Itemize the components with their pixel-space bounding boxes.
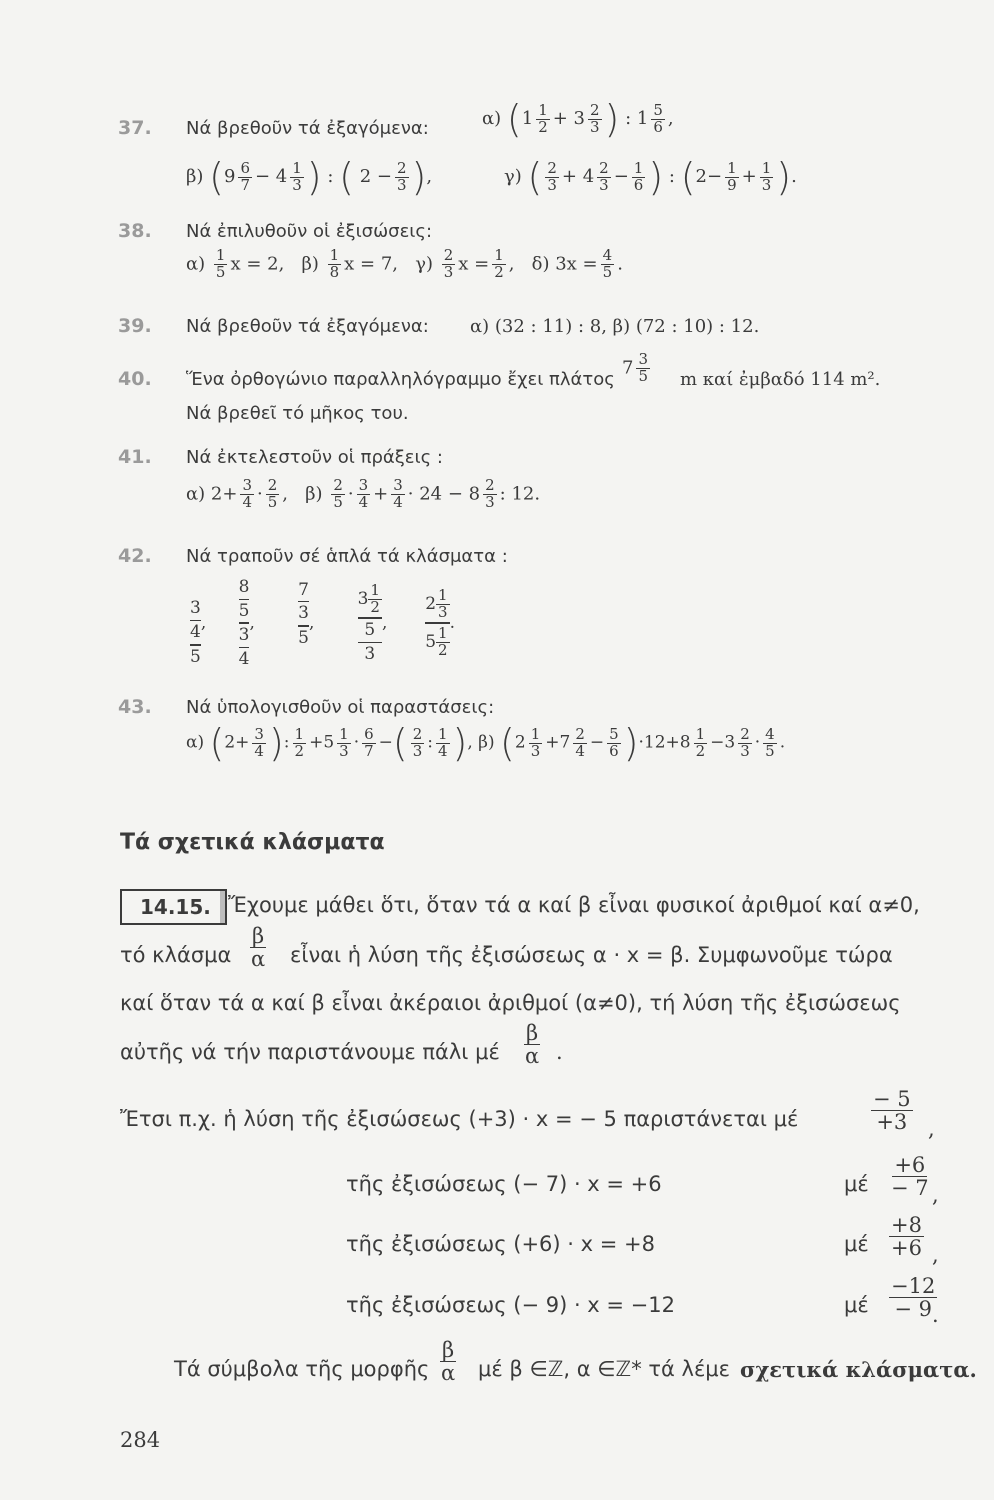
final-fraction: $\frac{\beta}{\alpha}$ [441,1338,456,1386]
problem-38-equations: α) $\frac{1}{5}$ x = 2, β) $\frac{1}{8}$ x = 7, γ) $\frac{2}{3}$ x = $\frac{1}{2}$ , δ) 3x = $\frac{4}{5}$ . [186,246,623,281]
example-4: τῆς ἐξισώσεως (− 9) · x = −12 [346,1293,675,1317]
problem-43-text: Νά ὑπολογισθοῦν οἱ παραστάσεις: [186,697,495,718]
section-para-4: αὐτῆς νά τήν παριστάνουμε πάλι μέ [120,1040,500,1064]
problem-38-number: 38. [118,220,152,242]
example-3: τῆς ἐξισώσεως (+6) · x = +8 [346,1232,655,1256]
problem-40-text: Ἕνα ὀρθογώνιο παραλληλόγραμμο ἔχει πλάτος [186,369,615,390]
section-title: Τά σχετικά κλάσματα [120,830,385,855]
problem-42-number: 42. [118,545,152,567]
problem-43-exprs: α) (2+ $\frac{3}{4}$ ): $\frac{1}{2}$ +5 $\frac{1}{3}$ · $\frac{6}{7}$ −( $\frac{2}{3}$ : $\frac{1}{4}$ ), β) (2 $\frac{1}{3}$ +7 $\frac{2}{4}$ − $\frac{5}{6}$ )·12+8 $\frac{1}{2}$ −3 $\frac{2}{3}$ · $\frac{4}{5}$ . [186,721,786,765]
example-4-me: μέ [844,1293,869,1317]
problem-40-number: 40. [118,368,152,390]
example-lead: Ἔτσι π.χ. ἡ λύση τῆς ἐξισώσεως (+3) · x = − 5 παριστάνεται μέ [120,1107,799,1131]
period: . [932,1303,939,1327]
problem-39-text: Νά βρεθοῦν τά ἐξαγόμενα: [186,316,429,337]
section-para-2b: εἶναι ἡ λύση τῆς ἐξισώσεως α · x = β. Συμφωνοῦμε τώρα [290,943,893,967]
problem-42-fractions: 3 4 5 , 8 5 3 4 , 7 3 5 , 3 $\frac{1}{2}$ 5 3 , 2 $\frac{1}{3}$ 5 $\frac{1}{2}$ . [190,577,455,670]
example-2-fraction: $\frac{+6}{- 7}$ [891,1153,929,1201]
period: . [556,1040,563,1064]
problem-38-text: Νά ἐπιλυθοῦν οἱ ἐξισώσεις: [186,221,433,242]
example-3-fraction: $\frac{+8}{+6}$ [891,1213,922,1261]
example-2-me: μέ [844,1172,869,1196]
problem-41-text: Νά ἐκτελεστοῦν οἱ πράξεις : [186,447,443,468]
problem-40-text-tail: m καί ἐμβαδό 114 m². [680,369,881,390]
section-para-1: Ἔχουμε μάθει ὅτι, ὅταν τά α καί β εἶναι φυσικοί ἀριθμοί καί α≠0, [228,893,920,917]
problem-40-width: 7 $\frac{3}{5}$ [622,350,648,385]
problem-43-number: 43. [118,696,152,718]
problem-37-text: Νά βρεθοῦν τά ἐξαγόμενα: [186,118,429,139]
comma: , [932,1243,939,1267]
problem-37-number: 37. [118,117,152,139]
problem-42-text: Νά τραποῦν σέ ἁπλά τά κλάσματα : [186,546,508,567]
problem-41-number: 41. [118,446,152,468]
page-number: 284 [120,1428,161,1452]
problem-37-expr-a: α) (1 $\frac{1}{2}$ + 3 $\frac{2}{3}$ ) : 1 $\frac{5}{6}$ , [482,97,674,141]
problem-41-exprs: α) 2+ $\frac{3}{4}$ · $\frac{2}{5}$ , β) $\frac{2}{5}$ · $\frac{3}{4}$ + $\frac{3}{4}$ · 24 − 8 $\frac{2}{3}$ : 12. [186,476,541,511]
example-1-fraction: $\frac{- 5}{+3}$ [873,1087,911,1135]
final-statement-a: Τά σύμβολα τῆς μορφῆς [174,1357,430,1381]
section-para-2a: τό κλάσμα [120,943,232,967]
fraction-beta-over-alpha-2: $\frac{\beta}{\alpha}$ [525,1021,540,1069]
section-number-badge: 14.15. [120,889,227,925]
problem-39-number: 39. [118,315,152,337]
comma: , [932,1183,939,1207]
example-2: τῆς ἐξισώσεως (− 7) · x = +6 [346,1172,662,1196]
final-statement-bold: σχετικά κλάσματα. [740,1357,977,1382]
comma: , [928,1117,935,1141]
problem-37-expr-b: β) (9 $\frac{6}{7}$ − 4 $\frac{1}{3}$ ) : ( 2 − $\frac{2}{3}$ ), [186,155,433,199]
problem-37-expr-c: γ) ( $\frac{2}{3}$ + 4 $\frac{2}{3}$ − $\frac{1}{6}$ ) : (2− $\frac{1}{9}$ + $\frac{1}{3}$ ). [504,155,797,199]
example-4-fraction: $\frac{-12}{- 9}$ [891,1274,936,1322]
fraction-beta-over-alpha: $\frac{\beta}{\alpha}$ [251,924,266,972]
final-statement-b: μέ β ∈ℤ, α ∈ℤ* τά λέμε [478,1357,731,1381]
example-3-me: μέ [844,1232,869,1256]
problem-40-line2: Νά βρεθεῖ τό μῆκος του. [186,403,409,424]
section-para-3: καί ὅταν τά α καί β εἶναι ἀκέραιοι ἀριθμοί (α≠0), τή λύση τῆς ἐξισώσεως [120,991,901,1015]
problem-39-expr: α) (32 : 11) : 8, β) (72 : 10) : 12. [470,316,760,337]
